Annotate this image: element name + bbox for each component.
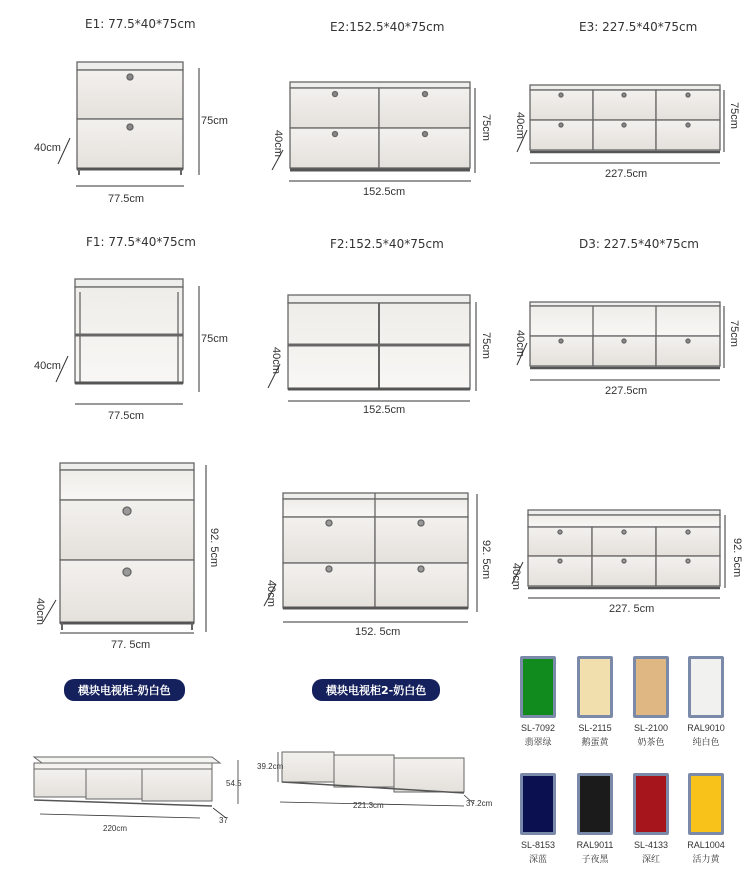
depth-label: 40cm	[34, 142, 61, 154]
width-label: 220cm	[103, 824, 128, 833]
swatch-name: 鹅蛋黄	[581, 738, 609, 748]
product-title: F1: 77.5*40*75cm	[86, 235, 196, 249]
color-swatch	[577, 656, 613, 718]
swatch-name: 子夜黑	[581, 855, 609, 865]
depth-label: 40cm	[514, 112, 526, 139]
e2-cabinet	[290, 82, 470, 170]
swatch-code: SL-8153	[520, 840, 556, 850]
depth-label: 40cm	[34, 598, 46, 625]
swatch-code: SL-2100	[633, 723, 669, 733]
height-label: 75cm	[728, 320, 740, 347]
swatch-code: RAL9010	[687, 723, 725, 733]
height-label: 92. 5cm	[480, 540, 492, 580]
e1-cabinet	[77, 62, 183, 175]
color-swatch	[688, 773, 724, 835]
depth-label: 40cm	[270, 347, 282, 374]
height-label: 75cm	[201, 333, 228, 345]
color-swatch	[688, 656, 724, 718]
swatch-name: 纯白色	[692, 738, 720, 748]
color-swatch	[633, 656, 669, 718]
g2-cabinet	[283, 493, 468, 608]
g1-cabinet	[60, 463, 194, 630]
tv-cabinet-badge: 模块电视柜-奶白色	[64, 679, 185, 701]
height-label: 75cm	[728, 102, 740, 129]
width-label: 152.5cm	[363, 404, 406, 416]
f1-shelf	[75, 279, 183, 383]
swatch-name: 奶茶色	[637, 738, 665, 748]
swatch-code: SL-7092	[520, 723, 556, 733]
width-label: 152.5cm	[363, 186, 406, 198]
height-label: 54.5	[226, 779, 242, 788]
product-title: E2:152.5*40*75cm	[330, 20, 445, 34]
color-swatch	[520, 773, 556, 835]
depth-label: 37.2cm	[466, 799, 493, 808]
height-label: 75cm	[480, 114, 492, 141]
swatch-code: RAL9011	[576, 840, 614, 850]
width-label: 77.5cm	[108, 193, 145, 205]
depth-label: 37	[219, 816, 228, 825]
width-label: 77. 5cm	[111, 639, 151, 651]
height-label: 92. 5cm	[731, 538, 743, 578]
f2-shelf	[288, 295, 470, 389]
product-title: D3: 227.5*40*75cm	[579, 237, 699, 251]
height-label: 75cm	[201, 115, 228, 127]
swatch-name: 深红	[641, 855, 660, 865]
width-label: 152. 5cm	[355, 626, 401, 638]
color-swatch	[520, 656, 556, 718]
width-label: 227.5cm	[605, 385, 648, 397]
tv-cabinet-1	[34, 757, 220, 806]
swatch-code: SL-4133	[633, 840, 669, 850]
d3-cabinet	[530, 302, 720, 368]
height-label: 39.2cm	[257, 762, 284, 771]
width-label: 221.3cm	[353, 801, 384, 810]
swatch-name: 深蓝	[528, 855, 547, 865]
color-swatch	[633, 773, 669, 835]
depth-label: 40cm	[510, 563, 522, 590]
depth-label: 40cm	[272, 130, 284, 157]
tv-cabinet-badge: 模块电视柜2-奶白色	[312, 679, 440, 701]
g3-cabinet	[528, 510, 720, 588]
swatch-code: RAL1004	[687, 840, 725, 850]
product-title: E1: 77.5*40*75cm	[85, 17, 196, 31]
width-label: 227. 5cm	[609, 603, 655, 615]
swatch-name: 活力黄	[692, 855, 720, 865]
color-swatch	[577, 773, 613, 835]
tv-cabinet-2	[282, 752, 464, 793]
depth-label: 40cm	[514, 330, 526, 357]
swatch-code: SL-2115	[578, 723, 612, 733]
height-label: 75cm	[480, 332, 492, 359]
height-label: 92. 5cm	[208, 528, 220, 568]
product-title: E3: 227.5*40*75cm	[579, 20, 698, 34]
e3-cabinet	[530, 85, 720, 152]
depth-label: 40cm	[265, 580, 277, 607]
width-label: 77.5cm	[108, 410, 145, 422]
swatch-name: 翡翠绿	[524, 738, 552, 748]
width-label: 227.5cm	[605, 168, 648, 180]
product-title: F2:152.5*40*75cm	[330, 237, 444, 251]
depth-label: 40cm	[34, 360, 61, 372]
